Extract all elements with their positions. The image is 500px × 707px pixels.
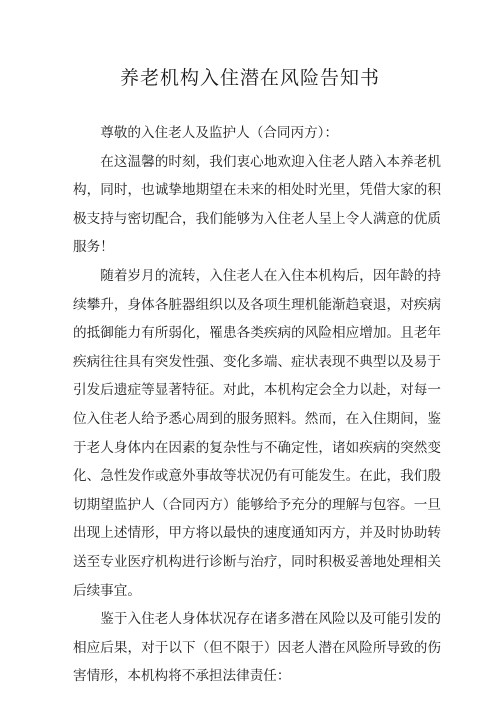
document-body <box>73 119 441 691</box>
paragraph-risk-description: 随着岁月的流转，入住老人在入住本机构后，因年龄的持续攀升，身体各脏器组织以及各项生理机能渐趋衰退，对疾病的抵御能力有所弱化，罹患各类疾病的风险相应增加。且老年疾病往往具有突发性强、变化多端、症状表现不典型以及易于引发后遗症等显著特征。对此，本机构定会全力以赴，对每一位入住老人给予悉心周到的服务照料。然而，在入住期间，鉴于老人身体内在因素的复杂性与不确定性，诸如疾病的突然变化、急性发作或意外事故等状况仍有可能发生。在此，我们殷切期望监护人（合同丙方）能够给予充分的理解与包容。一旦出现上述情形，甲方将以最快的速度通知丙方，并及时协助转送至专业医疗机构进行诊断与治疗，同时积极妥善地处理相关后续事宜。 <box>73 267 441 599</box>
paragraph-liability: 鉴于入住老人身体状况存在诸多潜在风险以及可能引发的相应后果，对于以下（但不限于）因老人潜在风险所导致的伤害情形，本机构将不承担法律责任： <box>73 611 441 685</box>
document-title: 养老机构入住潜在风险告知书 <box>119 67 380 89</box>
paragraph-welcome: 在这温馨的时刻，我们衷心地欢迎入住老人踏入本养老机构，同时，也诚挚地期望在未来的相处时光里，凭借大家的积极支持与密切配合，我们能够为入住老人呈上令人满意的优质服务！ <box>73 153 441 256</box>
salutation: 尊敬的入住老人及监护人（合同丙方）： <box>100 125 339 141</box>
